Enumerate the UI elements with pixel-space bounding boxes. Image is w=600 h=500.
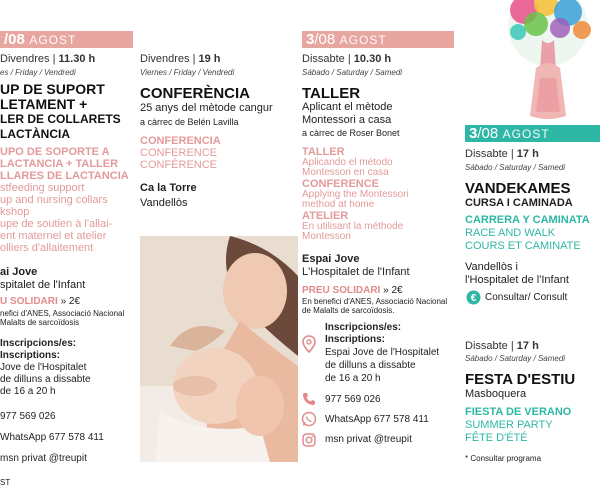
col2-line2: a càrrec de Belén Lavilla bbox=[140, 117, 239, 127]
col4-ev1-time: 17 h bbox=[516, 148, 539, 160]
col1-date-month: AGOST bbox=[29, 33, 77, 47]
col3-sub: Sábado / Saturday / Samedi bbox=[302, 68, 403, 77]
col1-date-day: /08 bbox=[4, 31, 25, 48]
col3-es-line: Montessori en casa bbox=[302, 167, 389, 178]
col3-fr-line: En utilisant la méthode bbox=[302, 221, 404, 232]
col3-line1: Aplicant el mètode bbox=[302, 101, 393, 113]
col1-title bbox=[0, 82, 121, 142]
col3-en-line: Applying the Montessori bbox=[302, 189, 409, 200]
col2-line1: 25 anys del mètode cangur bbox=[140, 102, 273, 114]
col4-ev2-day-label: Dissabte bbox=[465, 340, 508, 352]
col3-es-line: Aplicando el método bbox=[302, 157, 393, 168]
col2-trans-line: CONFERENCIA bbox=[140, 135, 221, 147]
col3-msn[interactable]: msn privat @treupit bbox=[325, 434, 412, 445]
col3-day-label: Dissabte bbox=[302, 53, 345, 65]
col3-date-month: AGOST bbox=[339, 33, 387, 47]
col4-note: * Consultar programa bbox=[465, 454, 542, 463]
col3-en-line: method at home bbox=[302, 199, 375, 210]
col4-ev1-fr: COURS ET CAMINATE bbox=[465, 240, 581, 252]
col3-benefit1: En benefici d'ANES, Associació Nacional bbox=[302, 297, 448, 306]
col3-es-title: TALLER bbox=[302, 146, 345, 158]
col4-date-month: AGOST bbox=[502, 127, 550, 141]
col3-date-bar bbox=[302, 31, 454, 48]
col4-ev2-title: FESTA D'ESTIU bbox=[465, 371, 576, 388]
col4-ev1-es: CARRERA Y CAMINATA bbox=[465, 214, 590, 226]
col1-translations bbox=[0, 146, 129, 254]
phone-icon bbox=[302, 392, 316, 406]
col2-time: 19 h bbox=[198, 53, 221, 65]
col2-sub: Viernes / Friday / Vendredi bbox=[140, 68, 235, 77]
col3-title: TALLER bbox=[302, 85, 361, 102]
col1-en-line: up and nursing collars bbox=[0, 194, 108, 206]
col1-insc3: Jove de l'Hospitalet bbox=[0, 362, 87, 373]
whatsapp-icon bbox=[301, 411, 317, 427]
col4-date-day bbox=[465, 125, 498, 142]
col3-date-num: 3 bbox=[306, 31, 315, 48]
col1-title-line: LETAMENT + bbox=[0, 96, 88, 112]
col1-title-line: UP DE SUPORT bbox=[0, 81, 105, 97]
svg-text:€: € bbox=[470, 293, 477, 304]
col1-benefit2: Malalts de sarcoïdosis bbox=[0, 318, 80, 327]
col3-line2: Montessori a casa bbox=[302, 114, 392, 126]
col2-day-label: Divendres bbox=[140, 53, 190, 65]
col1-venue2: spitalet de l'Infant bbox=[0, 279, 86, 291]
col3-date-day bbox=[302, 31, 335, 48]
col4-date-num: 3 bbox=[469, 125, 478, 142]
col4-ev1-title: VANDEKAMES bbox=[465, 180, 571, 197]
col1-day-label: Divendres bbox=[0, 53, 50, 65]
col1-insc5: de 16 a 20 h bbox=[0, 386, 56, 397]
col3-benefit2: de Malalts de sarcoïdosis. bbox=[302, 306, 395, 315]
col1-phone[interactable]: 977 569 026 bbox=[0, 411, 56, 422]
col4-ev2-es: FIESTA DE VERANO bbox=[465, 406, 572, 418]
col1-venue1: ai Jove bbox=[0, 266, 38, 278]
col2-trans-line: CONFERENCE bbox=[140, 147, 218, 159]
col3-insc1: Inscripcions/es: bbox=[325, 322, 402, 333]
col3-venue2: L'Hospitalet de l'Infant bbox=[302, 266, 410, 278]
col1-whatsapp[interactable]: WhatsApp 677 578 411 bbox=[0, 432, 104, 443]
col4-ev2-en: SUMMER PARTY bbox=[465, 419, 553, 431]
col2-day: Divendres | 19 h bbox=[140, 53, 221, 65]
col3-en-title: CONFERENCE bbox=[302, 178, 380, 190]
col2-translations bbox=[140, 135, 221, 171]
col4-ev2-day: Dissabte | 17 h bbox=[465, 340, 539, 352]
col4-ev2-sub: Sábado / Saturday / Samedi bbox=[465, 354, 566, 363]
col3-translations bbox=[302, 146, 409, 242]
col3-whatsapp[interactable]: WhatsApp 677 578 411 bbox=[325, 414, 429, 425]
col3-time: 10.30 h bbox=[353, 53, 392, 65]
col2-venue2: Vandellòs bbox=[140, 197, 188, 209]
col3-insc3: Espai Jove de l'Hospitalet bbox=[325, 347, 440, 358]
col1-fr-line: ent maternel et atelier bbox=[0, 230, 107, 242]
col3-price bbox=[302, 286, 403, 295]
col1-msn[interactable]: msn privat @treupit bbox=[0, 453, 87, 464]
col1-title-line: LER DE COLLARETS bbox=[0, 112, 121, 126]
col1-price-label: U SOLIDARI bbox=[0, 296, 58, 307]
col4-ev2-time: 17 h bbox=[516, 340, 539, 352]
col4-ev2-fr: FÊTE D'ÉTÉ bbox=[465, 432, 528, 444]
col3-fr-title: ATELIER bbox=[302, 210, 349, 222]
col3-fr-line: Montessori bbox=[302, 231, 351, 242]
col4-date-rest: /08 bbox=[477, 125, 499, 142]
col3-insc5: de 16 a 20 h bbox=[325, 373, 381, 384]
col1-insc4: de dilluns a dissabte bbox=[0, 374, 91, 385]
col1-insc1: Inscripcions/es: bbox=[0, 338, 77, 349]
col1-es-line: UPO DE SOPORTE A bbox=[0, 146, 110, 158]
col1-time: 11.30 h bbox=[58, 53, 96, 65]
col3-insc2: Inscriptions: bbox=[325, 334, 386, 345]
breastfeeding-photo bbox=[140, 236, 298, 462]
col2-title: CONFERÈNCIA bbox=[140, 85, 251, 102]
col3-insc4: de dilluns a dissabte bbox=[325, 360, 416, 371]
col1-fr-line: olliers d'allaitement bbox=[0, 242, 94, 254]
col4-ev1-subtitle: CURSA I CAMINADA bbox=[465, 197, 573, 209]
col1-fr-line: upe de soutien à l'allai- bbox=[0, 218, 113, 230]
col1-price bbox=[0, 297, 80, 306]
col1-title-line: LACTÀNCIA bbox=[0, 127, 70, 141]
col4-date-bar bbox=[465, 125, 600, 142]
col4-ev1-venue2: l'Hospitalet de l'Infant bbox=[465, 274, 569, 286]
col4-ev1-sub: Sábado / Saturday / Samedi bbox=[465, 163, 566, 172]
col3-venue1: Espai Jove bbox=[302, 253, 360, 265]
euro-icon bbox=[466, 290, 481, 305]
location-pin-icon bbox=[302, 335, 316, 353]
col1-day: Divendres | 11.30 h bbox=[0, 53, 96, 65]
col4-ev1-day-label: Dissabte bbox=[465, 148, 508, 160]
col4-ev2-venue: Masboquera bbox=[465, 388, 527, 400]
col1-footer: ST bbox=[0, 478, 11, 487]
col3-line3: a càrrec de Roser Bonet bbox=[302, 128, 400, 138]
colorful-figure-illustration bbox=[496, 0, 600, 122]
col4-ev1-venue1: Vandellòs i bbox=[465, 261, 518, 273]
col2-trans-line: CONFÉRENCE bbox=[140, 159, 218, 171]
col2-venue1: Ca la Torre bbox=[140, 182, 197, 194]
col4-ev1-en: RACE AND WALK bbox=[465, 227, 556, 239]
col1-insc2: Inscriptions: bbox=[0, 350, 61, 361]
col4-consult[interactable]: Consultar/ Consult bbox=[485, 292, 568, 303]
col4-ev1-day: Dissabte | 17 h bbox=[465, 148, 539, 160]
col1-benefit1: nefici d'ANES, Associació Nacional bbox=[0, 309, 125, 318]
col3-day: Dissabte | 10.30 h bbox=[302, 53, 392, 65]
breastfeeding-photo-illustration bbox=[140, 236, 298, 462]
col1-en-line: kshop bbox=[0, 206, 30, 218]
col1-es-line: LLARES DE LACTANCIA bbox=[0, 170, 129, 182]
col1-es-line: LACTANCIA + TALLER bbox=[0, 158, 119, 170]
col3-price-value: » 2€ bbox=[383, 285, 403, 296]
instagram-icon bbox=[302, 433, 316, 447]
col1-date-bar bbox=[0, 31, 133, 48]
col3-phone[interactable]: 977 569 026 bbox=[325, 394, 381, 405]
col3-price-label: PREU SOLIDARI bbox=[302, 285, 381, 296]
col1-price-value: » 2€ bbox=[60, 296, 81, 307]
col3-date-rest: /08 bbox=[314, 31, 336, 48]
col1-sub: es / Friday / Vendredi bbox=[0, 68, 76, 77]
col1-en-line: stfeeding support bbox=[0, 182, 85, 194]
